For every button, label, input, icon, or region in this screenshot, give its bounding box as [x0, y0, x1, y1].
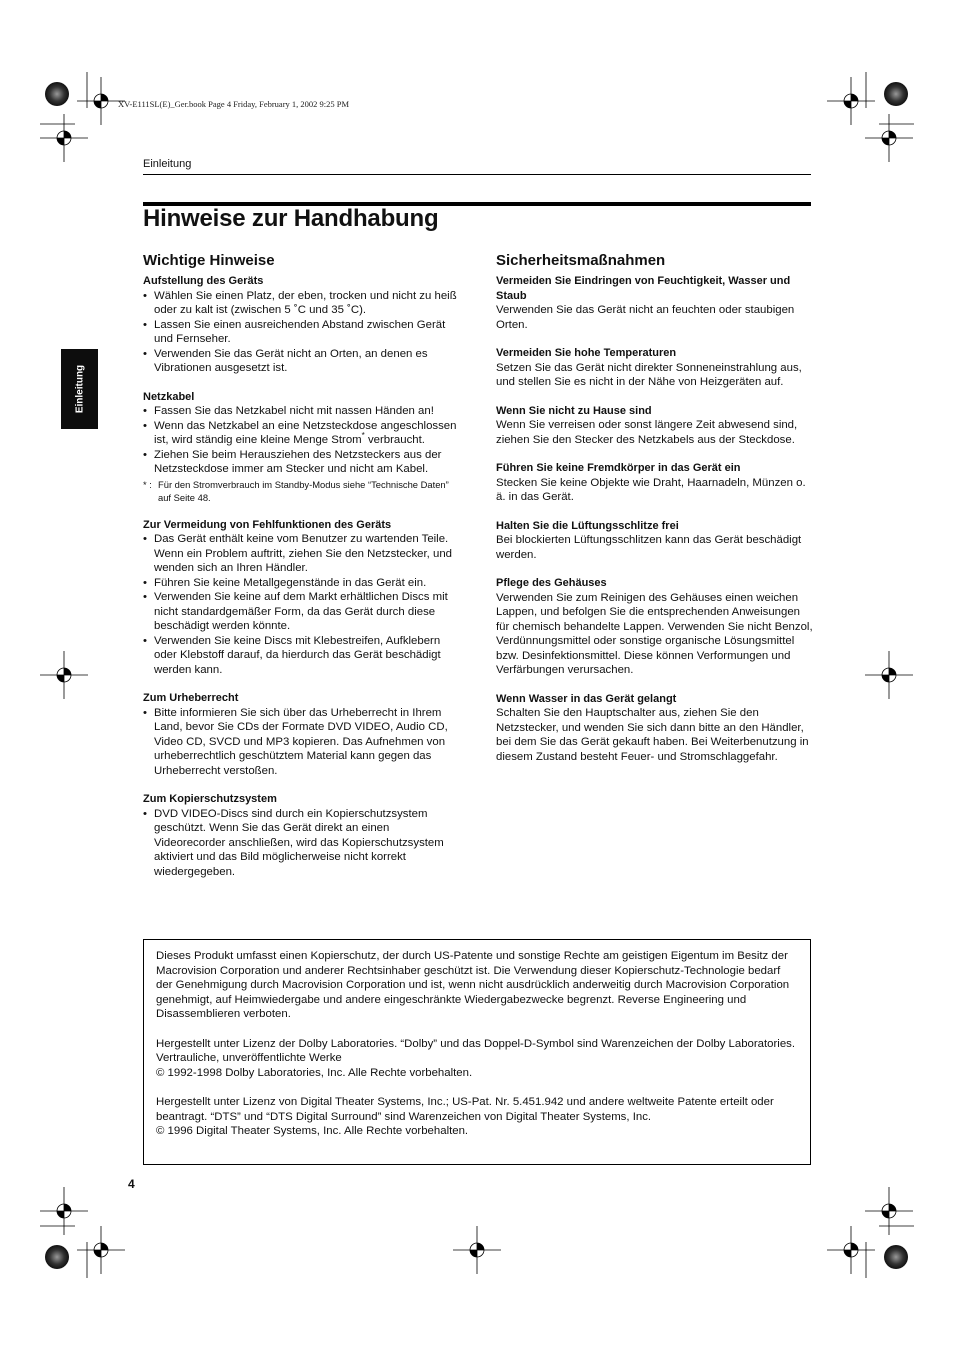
- side-tab-label: Einleitung: [74, 364, 85, 414]
- footnote-ref: *: [361, 431, 365, 441]
- block-text: Verwenden Sie zum Reinigen des Gehäuses einen weichen Lappen, und befolgen Sie die entsprechenden Anweisungen für chemisch behandelte Lappen. Verwenden Sie nicht Benzol, Verdünnungsmittel oder sonstige organische Lösungsmittel bzw. Desinfektionsmittel. Diese können Verformungen und Verfärbungen verursachen.: [496, 591, 813, 676]
- footnote-mark: * :: [143, 478, 152, 490]
- left-column: [143, 252, 463, 893]
- block-title: Zur Vermeidung von Fehlfunktionen des Geräts: [143, 518, 392, 531]
- block-text: Verwenden Sie das Gerät nicht an feuchten oder staubigen Orten.: [496, 304, 795, 331]
- block-urheberrecht: [143, 691, 463, 778]
- side-tab: [61, 349, 98, 429]
- list-item: • Verwenden Sie das Gerät nicht an Orten, an denen es Vibrationen ausgesetzt ist.: [143, 347, 463, 376]
- block-title: Zum Kopierschutzsystem: [143, 793, 277, 805]
- footnote-text: Für den Stromverbrauch im Standby-Modus siehe “Technische Daten” auf Seite 48.: [158, 478, 449, 503]
- list-item: • Fassen Sie das Netzkabel nicht mit nassen Händen an!: [143, 404, 463, 419]
- section-label: Einleitung: [143, 158, 192, 170]
- header-rule: [143, 174, 811, 175]
- right-heading: Sicherheitsmaßnahmen: [496, 252, 666, 269]
- block-wasser: [496, 692, 814, 765]
- block-title: Wenn Sie nicht zu Hause sind: [496, 404, 652, 417]
- block-title: Aufstellung des Geräts: [143, 275, 264, 287]
- block-title: Zum Urheberrecht: [143, 692, 239, 704]
- list-item-tail: verbraucht.: [364, 434, 425, 446]
- block-text: Setzen Sie das Gerät nicht direkter Sonneneinstrahlung aus, und stellen Sie es nicht in der Nähe von Heizgeräten auf.: [496, 361, 802, 388]
- block-aufstellung: [143, 274, 463, 376]
- block-title: Wenn Wasser in das Gerät gelangt: [496, 692, 677, 705]
- notice-dolby-license: Hergestellt unter Lizenz der Dolby Laboratories. “Dolby” und das Doppel-D-Symbol sind Warenzeichen der Dolby Laboratories.: [156, 1037, 796, 1050]
- block-title: Führen Sie keine Fremdkörper in das Gerät ein: [496, 462, 741, 474]
- page-title: Hinweise zur Handhabung: [143, 205, 439, 232]
- list-item: • Verwenden Sie keine auf dem Markt erhältlichen Discs mit nicht standardgemäßer Form, da das Gerät durch diese beschädigt werden könnte.: [143, 590, 463, 634]
- block-netzkabel: [143, 390, 463, 504]
- block-kopierschutz: [143, 792, 463, 879]
- notice-dts-copyright: © 1996 Digital Theater Systems, Inc. Alle Rechte vorbehalten.: [156, 1125, 469, 1138]
- block-text: Schalten Sie den Hauptschalter aus, ziehen Sie den Netzstecker, und wenden Sie sich dann bitte an den Händler, bei dem Sie das Gerät gekauft haben. Bei Weiterbenutzung in diesem Zustand besteht Feuer- und Stromschlaggefahr.: [496, 707, 809, 763]
- footnote: [143, 478, 463, 504]
- list-item: • Lassen Sie einen ausreichenden Abstand zwischen Gerät und Fernseher.: [143, 318, 463, 347]
- block-text: Bei blockierten Lüftungsschlitzen kann das Gerät beschädigt werden.: [496, 534, 802, 561]
- block-fehlfunktionen: [143, 518, 463, 678]
- page-number: 4: [128, 1177, 135, 1191]
- block-feuchtigkeit: [496, 274, 814, 332]
- notice-dolby-confidential: Vertrauliche, unveröffentlichte Werke: [156, 1052, 342, 1065]
- list-item: • Verwenden Sie keine Discs mit Klebestreifen, Aufklebern oder Klebstoff darauf, da hierdurch das Gerät beschädigt werden kann.: [143, 634, 463, 678]
- list-item: [143, 419, 463, 448]
- block-text: Wenn Sie verreisen oder sonst längere Zeit abwesend sind, ziehen Sie den Stecker des Netzkabels aus der Steckdose.: [496, 419, 798, 446]
- block-nicht-zu-hause: [496, 404, 814, 448]
- legal-notice-box: [143, 939, 811, 1165]
- block-title: Netzkabel: [143, 390, 195, 403]
- notice-dolby-copyright: © 1992-1998 Dolby Laboratories, Inc. Alle Rechte vorbehalten.: [156, 1066, 473, 1079]
- list-item: • DVD VIDEO-Discs sind durch ein Kopierschutzsystem geschützt. Wenn Sie das Gerät direkt an einen Videorecorder anschließen, wird das Kopierschutzsystem aktiviert und das Bild möglicherweise nicht korrekt wiedergegeben.: [143, 807, 463, 880]
- print-info: XV-E111SL(E)_Ger.book Page 4 Friday, February 1, 2002 9:25 PM: [118, 99, 350, 109]
- block-lueftung: [496, 519, 814, 563]
- notice-dts-license: Hergestellt unter Lizenz von Digital Theater Systems, Inc.; US-Pat. Nr. 5.451.942 und andere weltweite Patente erteilt oder beantragt. “DTS” und “DTS Digital Surround” sind Warenzeichen von Digital Theater Systems, Inc.: [156, 1095, 774, 1123]
- list-item: • Wählen Sie einen Platz, der eben, trocken und nicht zu heiß oder zu kalt ist (zwischen 5 ˚C und 35 ˚C).: [143, 289, 463, 318]
- block-temperaturen: [496, 346, 814, 390]
- list-item-text: Wenn das Netzkabel an eine Netzsteckdose angeschlossen ist, wird ständig eine kleine Menge Strom: [154, 419, 457, 446]
- block-text: Stecken Sie keine Objekte wie Draht, Haarnadeln, Münzen o. ä. in das Gerät.: [496, 476, 806, 503]
- right-column: [496, 252, 814, 778]
- list-item: • Führen Sie keine Metallgegenstände in das Gerät ein.: [143, 576, 463, 591]
- block-title: Vermeiden Sie Eindringen von Feuchtigkeit, Wasser und Staub: [496, 275, 791, 302]
- block-title: Halten Sie die Lüftungsschlitze frei: [496, 519, 679, 532]
- block-fremdkoerper: [496, 461, 814, 505]
- block-gehaeuse: [496, 576, 814, 678]
- block-title: Pflege des Gehäuses: [496, 577, 607, 589]
- list-item: • Ziehen Sie beim Herausziehen des Netzsteckers aus der Netzsteckdose immer am Stecker und nicht am Kabel.: [143, 448, 463, 477]
- list-item: • Das Gerät enthält keine vom Benutzer zu wartenden Teile. Wenn ein Problem auftritt, ziehen Sie den Netzstecker, und wenden sich an Ihren Händler.: [143, 532, 463, 576]
- left-heading: Wichtige Hinweise: [143, 252, 275, 269]
- block-title: Vermeiden Sie hohe Temperaturen: [496, 347, 677, 359]
- list-item: • Bitte informieren Sie sich über das Urheberrecht in Ihrem Land, bevor Sie CDs der Formate DVD VIDEO, Audio CD, Video CD, SVCD und MP3 kopieren. Das Aufnehmen von urheberrechtlich geschütztem Material kann gegen das Urheberrecht verstoßen.: [143, 706, 463, 779]
- notice-macrovision: Dieses Produkt umfasst einen Kopierschutz, der durch US-Patente und sonstige Rechte am geistigen Eigentum im Besitz der Macrovision Corporation und anderer Rechtsinhaber geschützt ist. Die Verwendung dieser Kopierschutz-Technologie bedarf der Genehmigung durch Macrovision Corporation und ist, wenn nicht ausdrücklich anderweitig durch Macrovision Corporation genehmigt, auf Heimwiedergabe und andere eingeschränkte Wiedergabezwecke begrenzt. Reverse Engineering und Disassemblieren verboten.: [156, 950, 790, 1021]
